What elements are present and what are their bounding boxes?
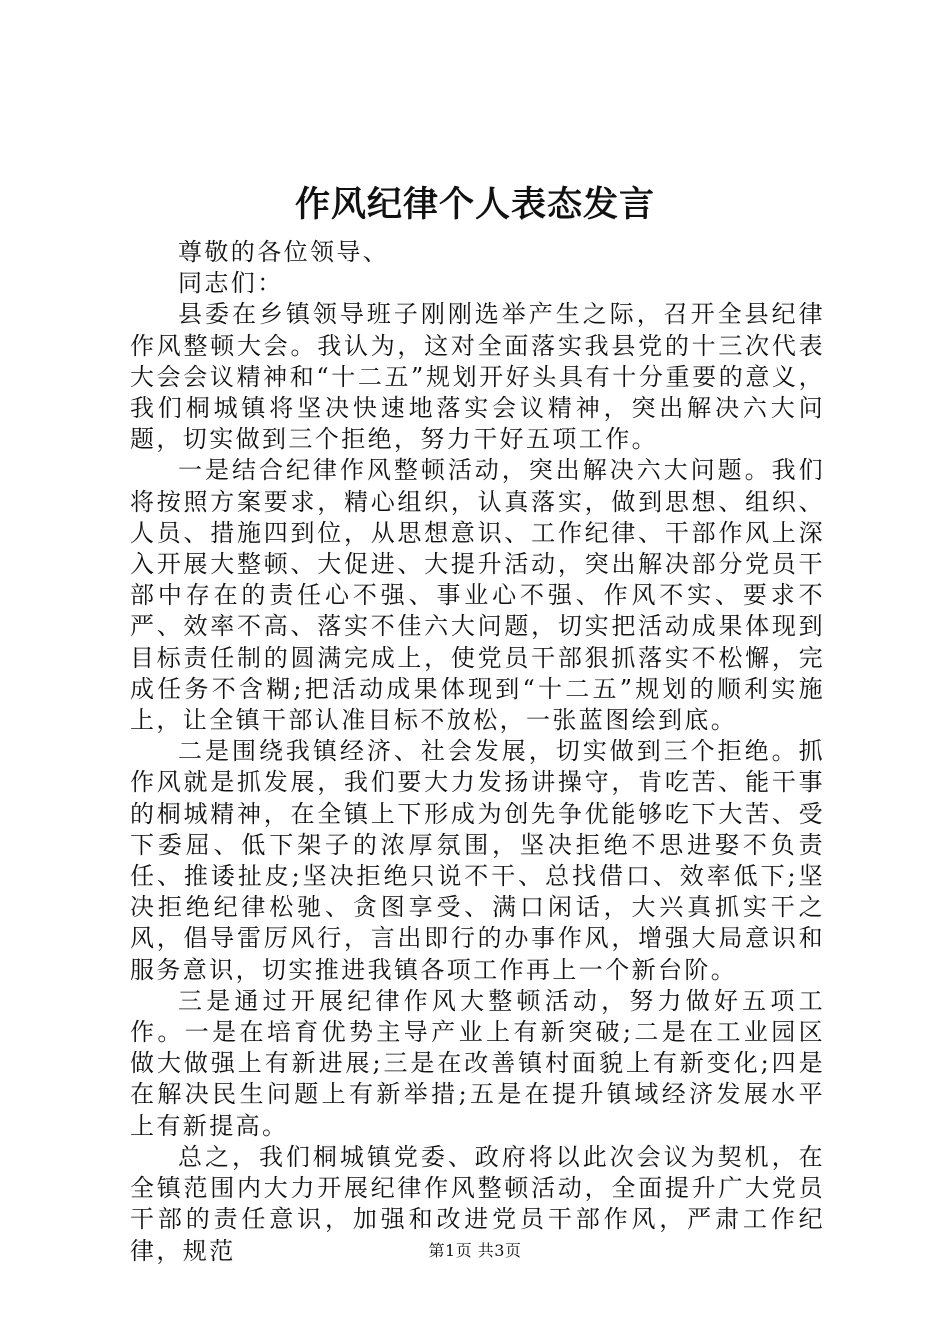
page-number-footer: 第1页 共3页: [428, 1241, 522, 1260]
body-paragraph: 县委在乡镇领导班子刚刚选举产生之际，召开全县纪律作风整顿大会。我认为，这对全面落实我县党的十三次代表大会会议精神和“十二五”规划开好头具有十分重要的意义，我们桐城镇将坚决快速地落实会议精神，突出解决六大问题，切实做到三个拒绝，努力干好五项工作。: [130, 300, 825, 454]
document-title: 作风纪律个人表态发言: [294, 184, 655, 225]
body-paragraph: 总之，我们桐城镇党委、政府将以此次会议为契机，在全镇范围内大力开展纪律作风整顿活动，全面提升广大党员干部的责任意识，加强和改进党员干部作风，严肃工作纪律，规范: [130, 1142, 825, 1265]
greeting-line: 同志们：: [178, 269, 284, 298]
body-paragraph: 一是结合纪律作风整顿活动，突出解决六大问题。我们将按照方案要求，精心组织，认真落实，做到思想、组织、人员、措施四到位，从思想意识、工作纪律、干部作风上深入开展大整顿、大促进、大提升活动，突出解决部分党员干部中存在的责任心不强、事业心不强、作风不实、要求不严、效率不高、落实不佳六大问题，切实把活动成果体现到目标责任制的圆满完成上，使党员干部狠抓落实不松懈，完成任务不含糊;把活动成果体现到“十二五”规划的顺利实施上，让全镇干部认准目标不放松，一张蓝图绘到底。: [130, 456, 825, 735]
document-body: [130, 237, 825, 1267]
body-paragraph: 三是通过开展纪律作风大整顿活动，努力做好五项工作。一是在培育优势主导产业上有新突破;二是在工业园区做大做强上有新进展;三是在改善镇村面貌上有新变化;四是在解决民生问题上有新举措;五是在提升镇域经济发展水平上有新提高。: [130, 986, 825, 1140]
greeting-line: 尊敬的各位领导、: [178, 238, 390, 266]
body-paragraph: 二是围绕我镇经济、社会发展，切实做到三个拒绝。抓作风就是抓发展，我们要大力发扬讲操守，肯吃苦、能干事的桐城精神，在全镇上下形成为创先争优能够吃下大苦、受下委屈、低下架子的浓厚氛围，坚决拒绝不思进娶不负责任、推诿扯皮;坚决拒绝只说不干、总找借口、效率低下;坚决拒绝纪律松驰、贪图享受、满口闲话，大兴真抓实干之风，倡导雷厉风行，言出即行的办事作风，增强大局意识和服务意识，切实推进我镇各项工作再上一个新台阶。: [130, 737, 825, 984]
